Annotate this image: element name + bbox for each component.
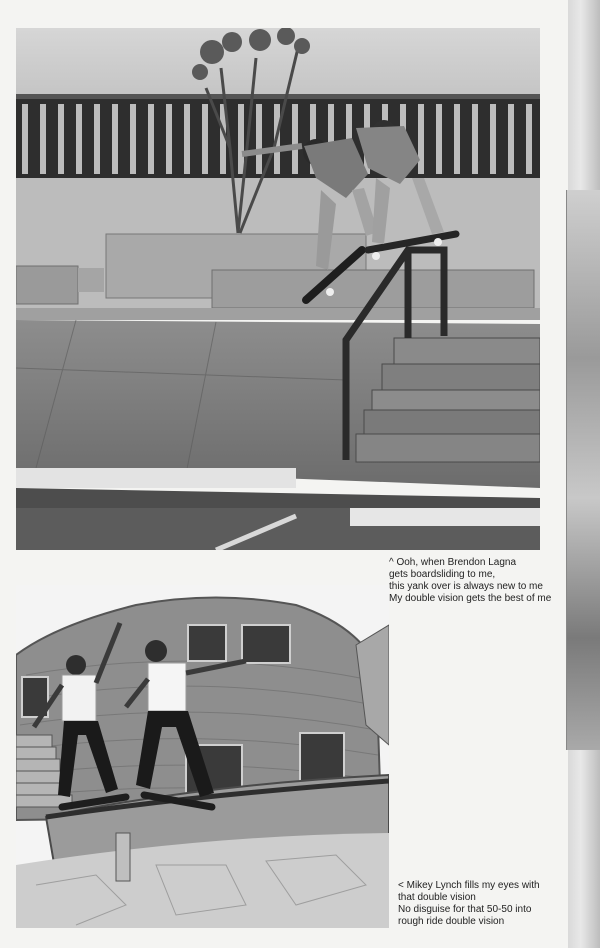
caption-line: gets boardsliding to me, <box>389 569 496 580</box>
boardslide-illustration <box>16 28 540 550</box>
fifty-fifty-illustration <box>16 585 389 928</box>
caption-line: that double vision <box>398 892 476 903</box>
caption-line: My double vision gets the best of me <box>389 593 552 604</box>
bottom-photo-fifty-fifty <box>16 585 389 928</box>
caption-boardslide <box>389 557 561 605</box>
caption-fifty-fifty <box>398 880 564 928</box>
caption-line: No disguise for that 50-50 into <box>398 904 532 915</box>
caption-line: this yank over is always new to me <box>389 581 543 592</box>
caption-line: ^ Ooh, when Brendon Lagna <box>389 557 517 568</box>
top-photo-boardslide <box>16 28 540 550</box>
adjacent-page-edge <box>566 190 600 750</box>
caption-line: < Mikey Lynch fills my eyes with <box>398 880 540 891</box>
caption-line: rough ride double vision <box>398 916 505 927</box>
